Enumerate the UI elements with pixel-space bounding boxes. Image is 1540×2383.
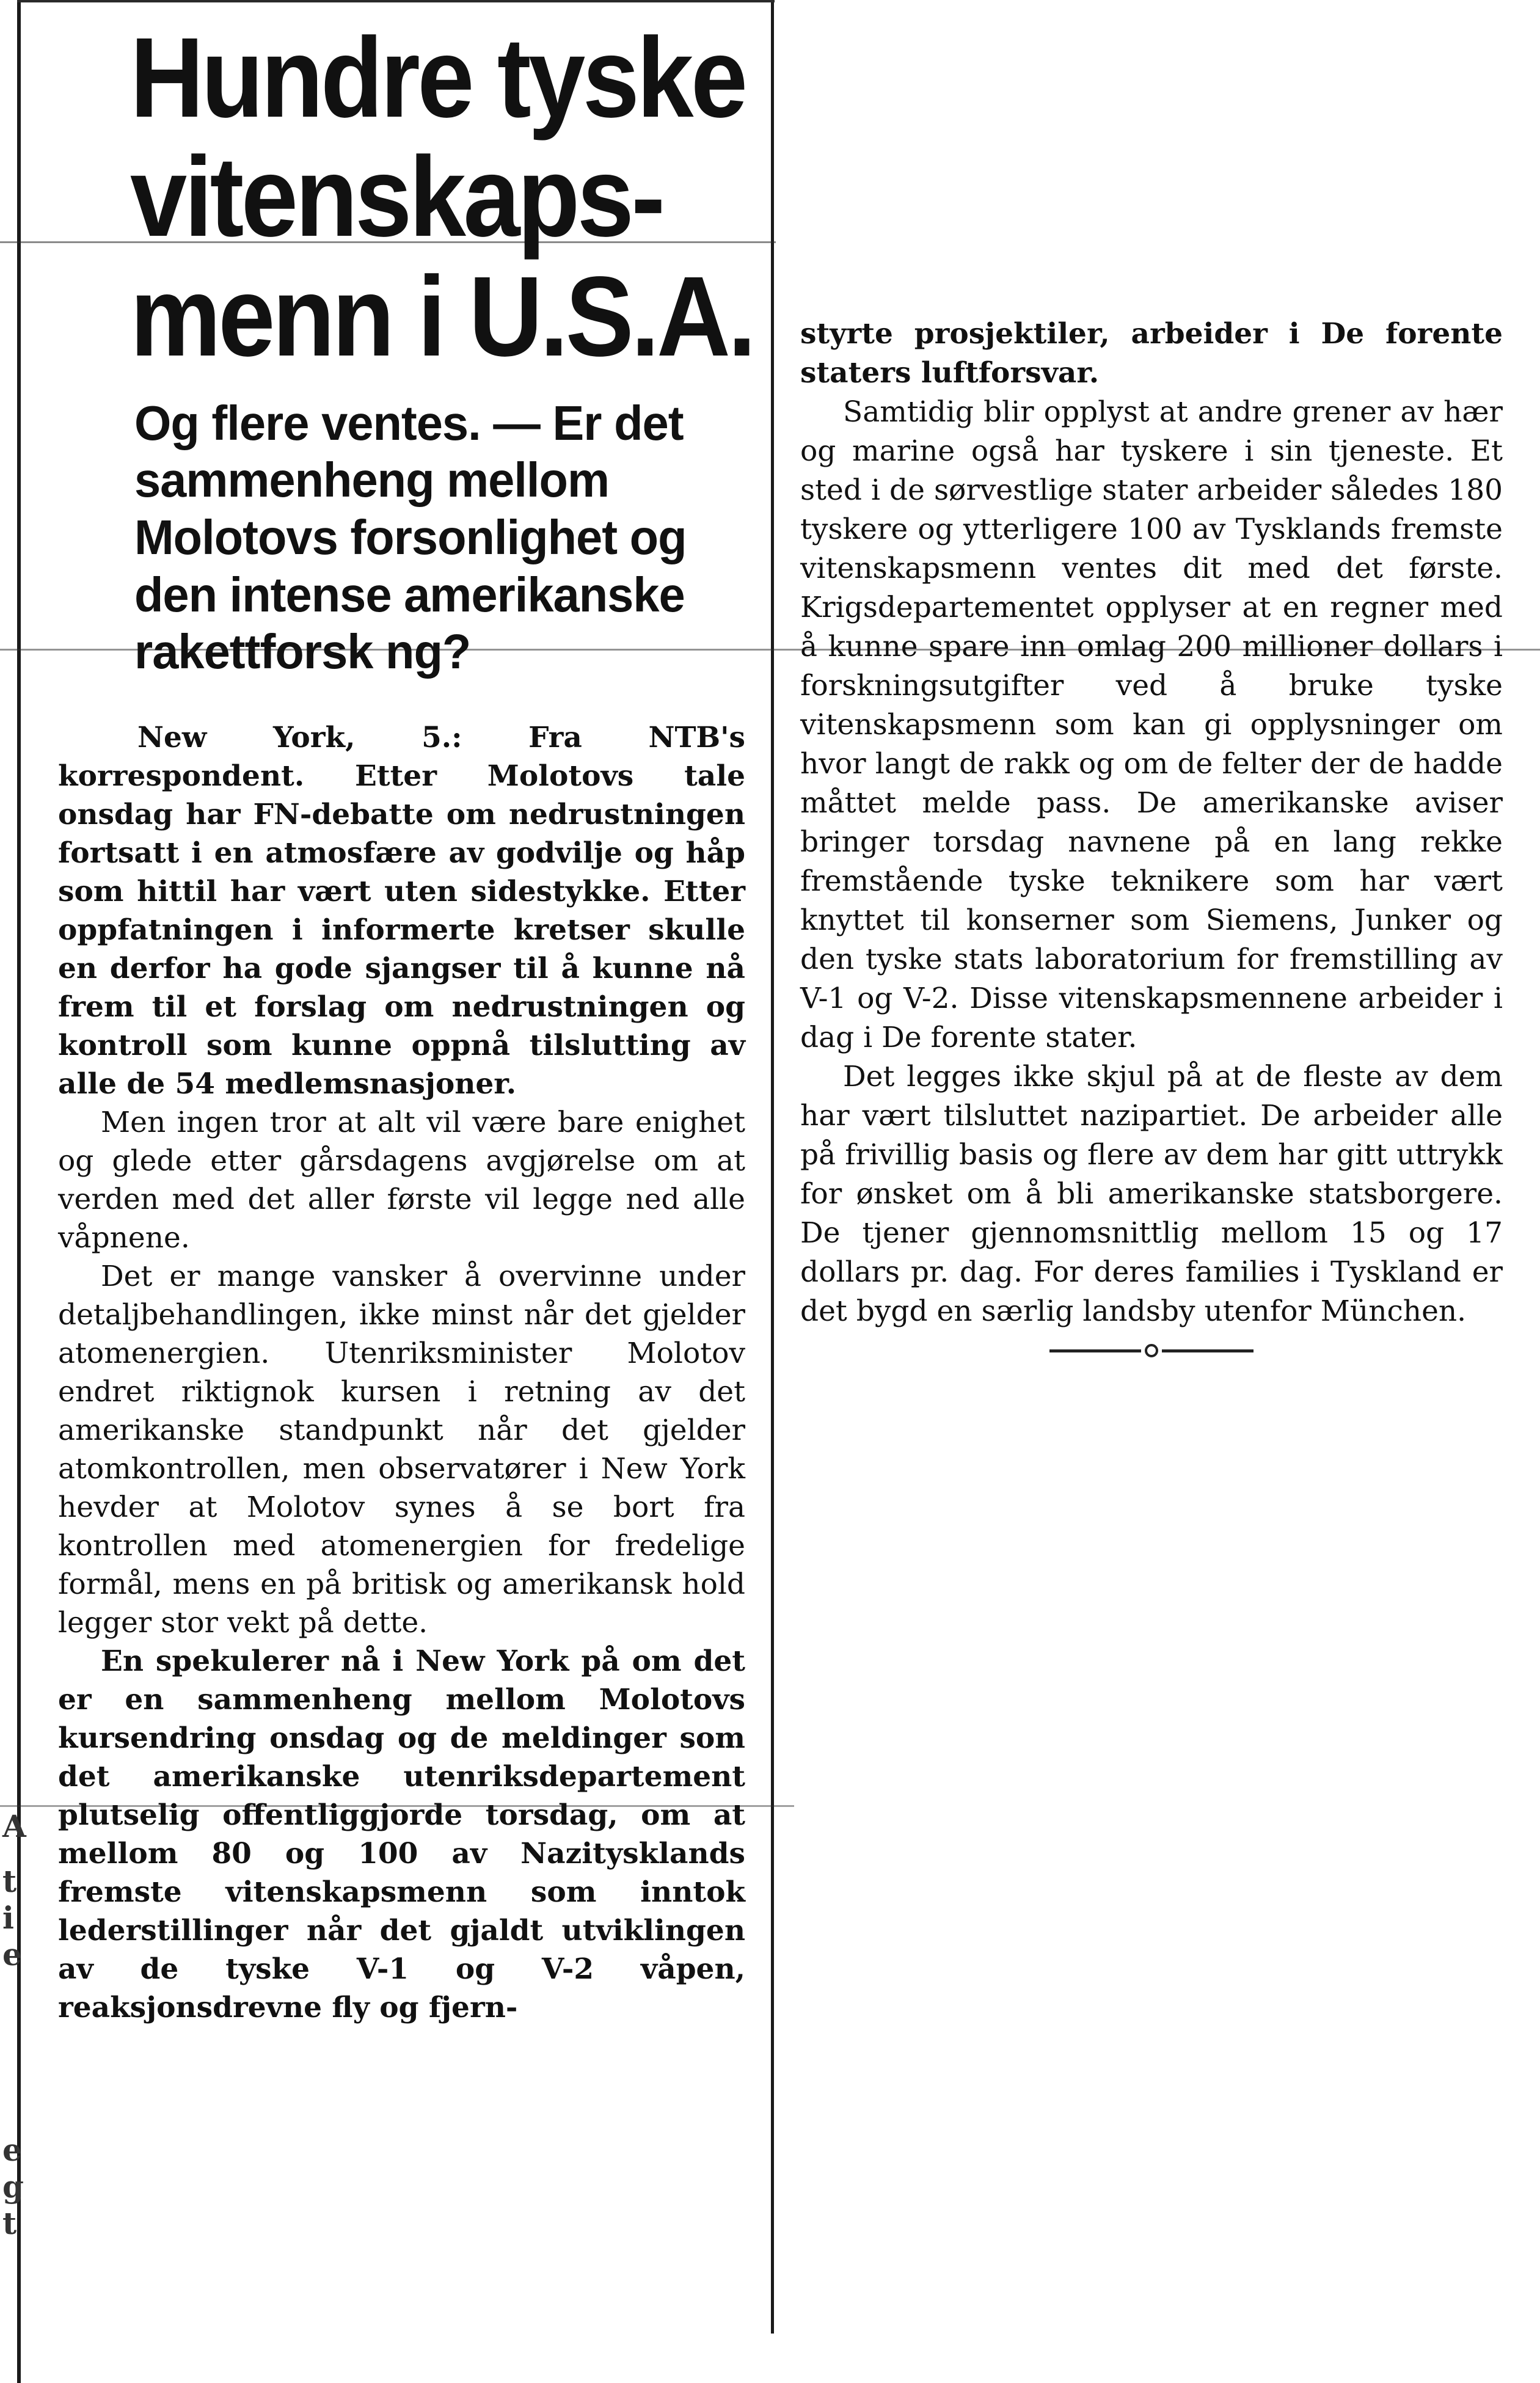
headline-line: Hundre tyske [130,15,745,141]
margin-letter: t [2,2205,17,2241]
subheadline-line: sammenheng mellom [134,453,609,508]
right-column [800,315,1503,1357]
margin-letter: A [2,1808,26,1844]
end-separator [800,1345,1503,1357]
paragraph: Det legges ikke skjul på at de fleste av dem har vært tilsluttet nazipartiet. De arbeider alle på frivillig basis og flere av dem har gitt uttrykk for ønsket om å bli amerikanske statsborgere. De tjener gjennomsnittlig mellom 15 og 17 dollars pr. dag. For deres families i Tyskland er det bygd en særlig landsby utenfor München. [800,1060,1503,1328]
subheadline [134,395,745,681]
margin-letter: e [2,2132,22,2168]
margin-letter: i [2,1900,14,1936]
center-column-rule [771,0,774,2334]
margin-fragment-column [2,1808,27,2242]
paragraph: Men ingen tror at alt vil være bare enighet og glede etter gårsdagens avgjørelse om at verden med det aller første vil legge ned alle våpnene. [58,1105,745,1255]
margin-letter: t [2,1863,17,1899]
headline-line: vitenskaps- [130,134,663,261]
margin-letter: e [2,1936,22,1972]
left-column [58,15,754,2027]
paragraph-continued: styrte prosjektiler, arbeider i De forente staters luftforsvar. [800,317,1503,390]
separator-line [1162,1349,1254,1352]
subheadline-line: Molotovs forsonlighet og [134,510,687,565]
paragraph-dateline: New York, 5.: Fra NTB's korrespondent. Etter Molotovs tale onsdag har FN-debatte om nedrustningen fortsatt i en atmosfære av godvilje og håp som hittil har vært uten sidestykke. Etter oppfatningen i informerte kretser skulle en derfor ha gode sjangser til å kunne nå frem til et forslag om nedrustningen og kontroll som kunne oppnå tilslutting av alle de 54 medlemsnasjoner. [58,720,745,1101]
subheadline-line: Og flere ventes. — Er det [134,395,684,450]
headline-line: menn i U.S.A. [130,253,754,380]
separator-circle [1145,1344,1158,1357]
left-body [58,718,745,2027]
separator-line [1049,1349,1141,1352]
top-rule [17,0,775,2]
margin-letter: g [2,2169,24,2205]
paragraph: Samtidig blir opplyst at andre grener av hær og marine også har tyskere i sin tjeneste. Et sted i de sørvestlige stater arbeider således 180 tyskere og ytterligere 100 av Tysklands fremste vitenskapsmenn ventes dit med det første. Krigsdepartementet opplyser at en regner med å kunne spare inn omlag 200 millioner dollars i forskningsutgifter ved å bruke tyske vitenskapsmenn som kan gi opplysninger om hvor langt de rakk og om de felter der de hadde måttet melde pass. De amerikanske aviser bringer torsdag navnene på en lang rekke fremstående tyske teknikere som har vært knyttet til konserner som Siemens, Junker og den tyske stats laboratorium for fremstilling av V-1 og V-2. Disse vitenskapsmennene arbeider i dag i De forente stater. [800,395,1503,1054]
headline [130,15,762,380]
paragraph: En spekulerer nå i New York på om det er en sammenheng mellom Molotovs kursendring onsdag og de meldinger som det amerikanske utenriksdepartement plutselig offentliggjorde torsdag, om at mellom 80 og 100 av Nazitysklands fremste vitenskapsmenn som inntok lederstillinger når det gjaldt utviklingen av de tyske V-1 og V-2 våpen, reaksjonsdrevne fly og fjern- [58,1644,745,2024]
subheadline-line: rakettforsk ng? [134,624,471,679]
subheadline-line: den intense amerikanske [134,567,685,622]
paragraph: Det er mange vansker å overvinne under detaljbehandlingen, ikke minst når det gjelder atomenergien. Utenriksminister Molotov endret riktignok kursen i retning av det amerikanske standpunkt når det gjelder atomkontrollen, men observatører i New York hevder at Molotov synes å se bort fra kontrollen med atomenergien for fredelige formål, mens en på britisk og amerikansk hold legger stor vekt på dette. [58,1259,745,1640]
